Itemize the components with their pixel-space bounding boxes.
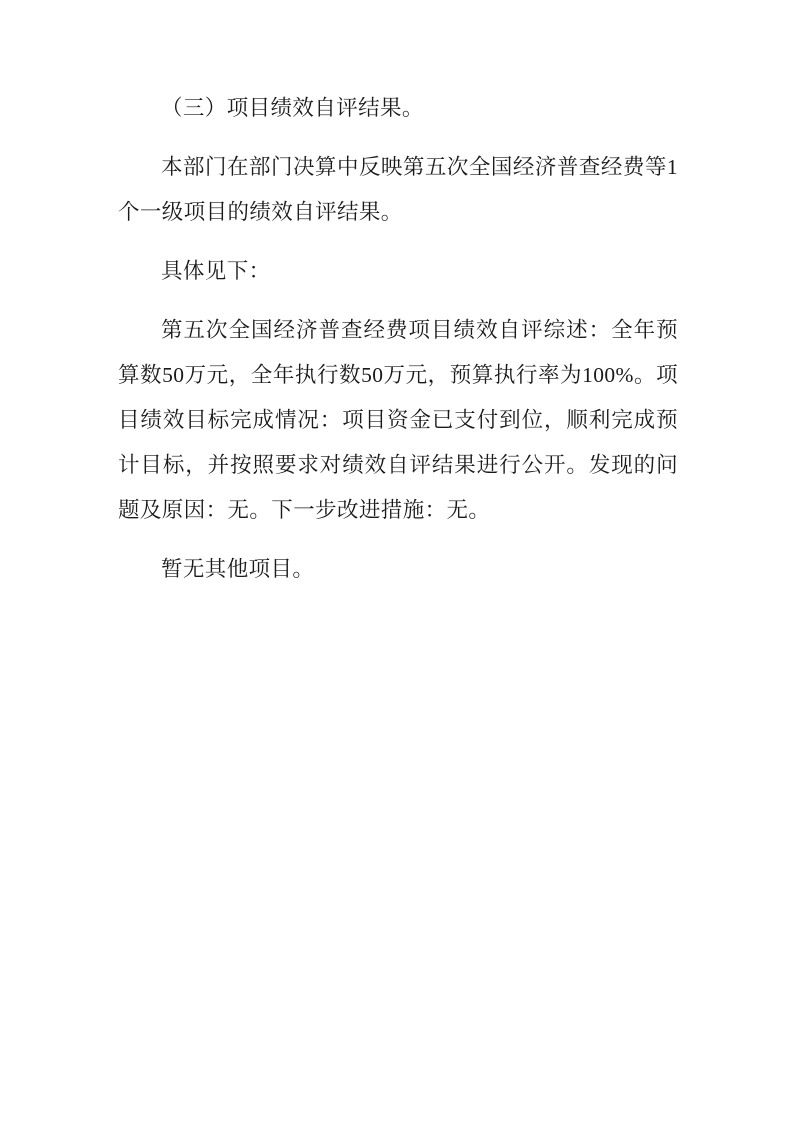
document-body [118, 86, 678, 592]
paragraph-no-other-projects: 暂无其他项目。 [161, 557, 315, 581]
paragraph-performance-summary: 第五次全国经济普查经费项目绩效自评综述：全年预算数50万元，全年执行数50万元，预算执行率为100%。项目绩效目标完成情况：项目资金已支付到位，顺利完成预计目标，并按照要求对绩效自评结果进行公开。发现的问题及原因：无。下一步改进措施：无。 [118, 318, 678, 522]
paragraph-detail-lead: 具体见下： [161, 259, 271, 283]
section-heading: （三）项目绩效自评结果。 [161, 96, 424, 120]
paragraph-overview: 本部门在部门决算中反映第五次全国经济普查经费等1个一级项目的绩效自评结果。 [118, 155, 678, 224]
